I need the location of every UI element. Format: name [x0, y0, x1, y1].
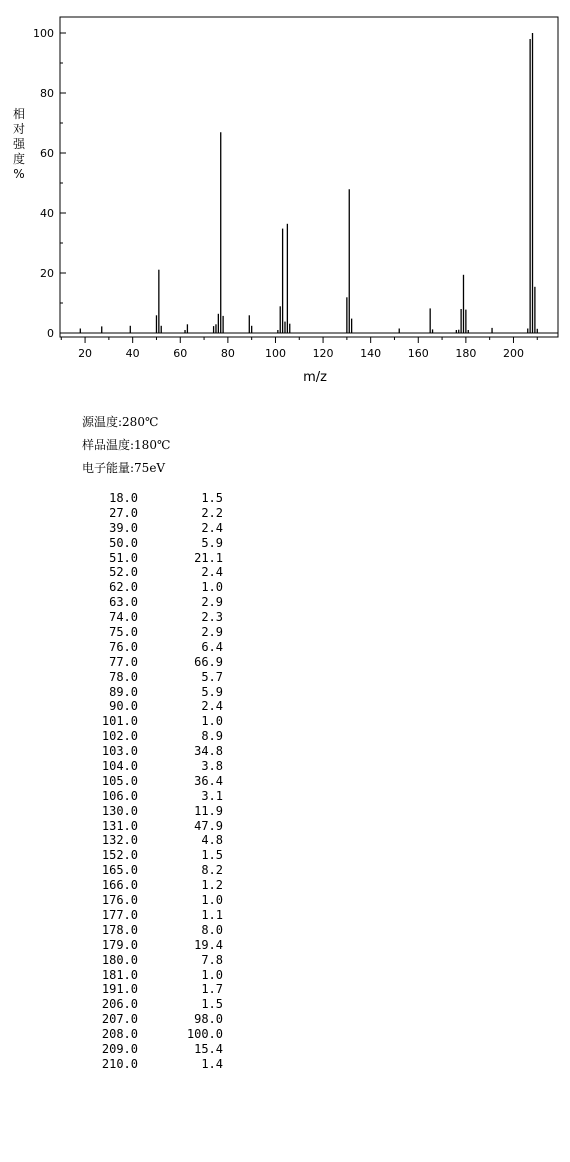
table-row: [80, 685, 223, 700]
peak-mz: 132.0: [101, 833, 138, 848]
peak-mz: 191.0: [101, 982, 138, 997]
peak-mz: 104.0: [101, 759, 138, 774]
y-axis-ticks: [33, 27, 66, 340]
peak-intensity: 98.0: [194, 1012, 223, 1027]
x-tick-label: 40: [125, 347, 140, 360]
peak-mz: 39.0: [109, 520, 138, 535]
peak-intensity: 1.5: [201, 848, 223, 863]
table-row: [80, 819, 223, 834]
peak-mz: 179.0: [101, 937, 138, 952]
y-tick-label: 60: [40, 147, 54, 160]
peak-intensity: 2.2: [201, 505, 223, 520]
peak-mz: 209.0: [101, 1041, 138, 1056]
peak-intensity: 34.8: [194, 744, 223, 759]
x-tick-label: 180: [455, 347, 477, 360]
peak-intensity: 1.0: [201, 893, 223, 908]
table-row: [80, 580, 223, 595]
peak-mz: 90.0: [109, 699, 138, 714]
table-row: [80, 848, 223, 863]
peak-intensity: 2.9: [201, 625, 223, 640]
y-tick-label: 100: [33, 27, 54, 40]
table-row: [80, 670, 223, 685]
table-row: [80, 521, 223, 536]
plot-frame: [60, 17, 558, 337]
peak-mz: 51.0: [109, 550, 138, 565]
peak-intensity: 21.1: [194, 550, 223, 565]
peak-intensity: 5.9: [201, 535, 223, 550]
table-row: [80, 1057, 223, 1072]
peak-mz: 130.0: [101, 803, 138, 818]
peak-mz: 52.0: [109, 565, 138, 580]
table-row: [80, 923, 223, 938]
table-row: [80, 1042, 223, 1057]
peak-intensity: 1.4: [201, 1056, 223, 1071]
x-tick-label: 100: [264, 347, 286, 360]
peak-intensity: 7.8: [201, 952, 223, 967]
table-row: [80, 833, 223, 848]
peak-mz: 165.0: [101, 863, 138, 878]
peak-intensity: 1.0: [201, 714, 223, 729]
peak-mz: 207.0: [101, 1012, 138, 1027]
sample-temperature: 样品温度:180℃: [82, 438, 171, 452]
peak-mz: 177.0: [101, 907, 138, 922]
peak-intensity: 3.8: [201, 759, 223, 774]
table-row: [80, 997, 223, 1012]
peak-intensity: 1.0: [201, 580, 223, 595]
table-row: [80, 759, 223, 774]
peak-mz: 50.0: [109, 535, 138, 550]
x-tick-label: 60: [173, 347, 188, 360]
table-row: [80, 699, 223, 714]
peak-intensity: 66.9: [194, 654, 223, 669]
table-row: [80, 595, 223, 610]
table-row: [80, 625, 223, 640]
table-row: [80, 893, 223, 908]
peak-intensity: 4.8: [201, 833, 223, 848]
peak-mz: 101.0: [101, 714, 138, 729]
peak-intensity: 1.5: [201, 491, 223, 505]
table-row: [80, 506, 223, 521]
peak-intensity: 19.4: [194, 937, 223, 952]
peak-mz: 89.0: [109, 684, 138, 699]
source-temperature: 源温度:280℃: [82, 415, 159, 429]
table-row: [80, 491, 223, 506]
peak-mz: 102.0: [101, 729, 138, 744]
electron-energy: 电子能量:75eV: [82, 461, 166, 475]
table-row: [80, 938, 223, 953]
peak-mz: 75.0: [109, 625, 138, 640]
table-row: [80, 1027, 223, 1042]
peak-intensity: 5.9: [201, 684, 223, 699]
peak-intensity: 1.1: [201, 907, 223, 922]
table-row: [80, 908, 223, 923]
peak-mz: 63.0: [109, 595, 138, 610]
peak-mz: 166.0: [101, 878, 138, 893]
table-row: [80, 1012, 223, 1027]
peak-mz: 76.0: [109, 639, 138, 654]
peak-intensity: 2.3: [201, 610, 223, 625]
y-tick-label: 80: [40, 87, 54, 100]
peak-intensity: 2.4: [201, 520, 223, 535]
table-row: [80, 789, 223, 804]
y-axis-label: 相对强度%: [12, 107, 26, 181]
table-row: [80, 714, 223, 729]
peak-mz: 178.0: [101, 922, 138, 937]
table-row: [80, 744, 223, 759]
peak-intensity: 1.0: [201, 967, 223, 982]
peak-mz: 74.0: [109, 610, 138, 625]
table-row: [80, 953, 223, 968]
peak-bars: [60, 33, 558, 333]
x-tick-label: 80: [220, 347, 235, 360]
peak-mz: 206.0: [101, 997, 138, 1012]
peak-mz: 181.0: [101, 967, 138, 982]
peak-intensity: 8.9: [201, 729, 223, 744]
peak-mz: 152.0: [101, 848, 138, 863]
y-tick-label: 40: [40, 207, 54, 220]
peak-mz: 62.0: [109, 580, 138, 595]
peak-table: [80, 491, 223, 1072]
table-row: [80, 610, 223, 625]
peak-intensity: 1.2: [201, 878, 223, 893]
x-tick-label: 120: [312, 347, 334, 360]
peak-mz: 78.0: [109, 669, 138, 684]
peak-mz: 18.0: [109, 491, 138, 505]
y-tick-label: 20: [40, 267, 54, 280]
x-axis-ticks: [61, 337, 537, 360]
table-row: [80, 774, 223, 789]
x-tick-label: 140: [360, 347, 382, 360]
peak-intensity: 5.7: [201, 669, 223, 684]
peak-mz: 131.0: [101, 818, 138, 833]
table-row: [80, 655, 223, 670]
table-row: [80, 640, 223, 655]
table-row: [80, 863, 223, 878]
peak-intensity: 2.9: [201, 595, 223, 610]
table-row: [80, 804, 223, 819]
table-row: [80, 878, 223, 893]
table-row: [80, 968, 223, 983]
peak-mz: 106.0: [101, 788, 138, 803]
peak-mz: 180.0: [101, 952, 138, 967]
peak-mz: 77.0: [109, 654, 138, 669]
x-tick-label: 200: [502, 347, 524, 360]
peak-mz: 210.0: [101, 1056, 138, 1071]
peak-intensity: 36.4: [194, 773, 223, 788]
peak-mz: 176.0: [101, 893, 138, 908]
table-row: [80, 729, 223, 744]
peak-intensity: 6.4: [201, 639, 223, 654]
x-tick-label: 160: [407, 347, 429, 360]
x-axis-label: m/z: [303, 370, 327, 385]
table-row: [80, 551, 223, 566]
peak-mz: 105.0: [101, 773, 138, 788]
peak-intensity: 2.4: [201, 699, 223, 714]
table-row: [80, 565, 223, 580]
peak-mz: 103.0: [101, 744, 138, 759]
y-tick-label: 0: [47, 327, 54, 340]
peak-intensity: 2.4: [201, 565, 223, 580]
peak-intensity: 3.1: [201, 788, 223, 803]
peak-intensity: 100.0: [186, 1027, 223, 1042]
peak-intensity: 1.7: [201, 982, 223, 997]
peak-intensity: 8.2: [201, 863, 223, 878]
peak-intensity: 8.0: [201, 922, 223, 937]
x-tick-label: 20: [78, 347, 93, 360]
table-row: [80, 536, 223, 551]
peak-intensity: 47.9: [194, 818, 223, 833]
mass-spectrum-chart: [0, 0, 570, 390]
peak-intensity: 1.5: [201, 997, 223, 1012]
peak-intensity: 15.4: [194, 1041, 223, 1056]
peak-intensity: 11.9: [194, 803, 223, 818]
peak-mz: 208.0: [101, 1027, 138, 1042]
table-row: [80, 982, 223, 997]
peak-mz: 27.0: [109, 505, 138, 520]
